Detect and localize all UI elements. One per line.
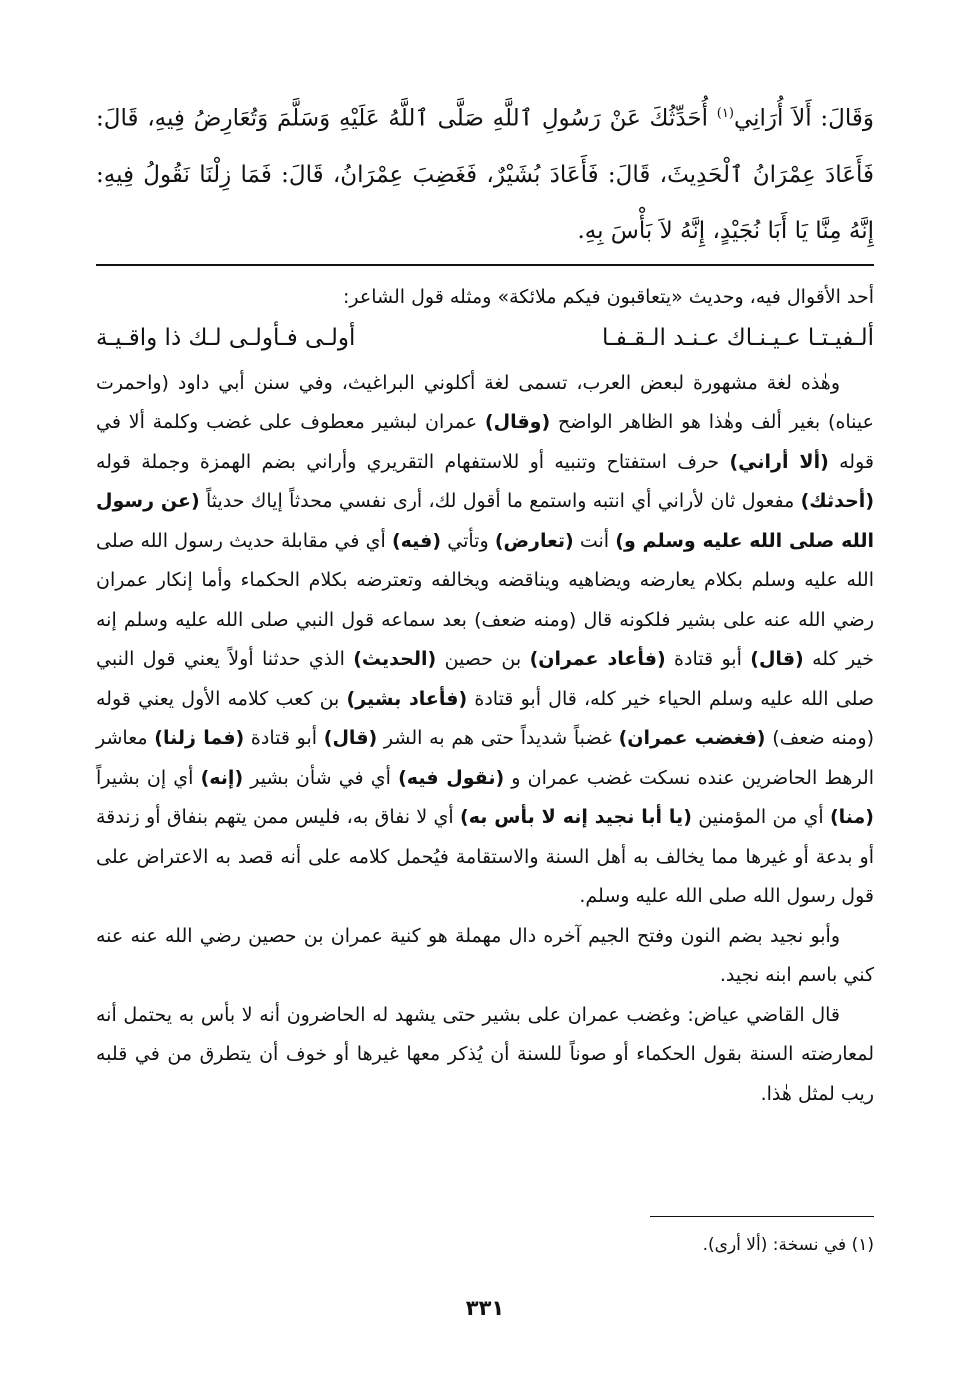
quoted-term: (تعارض) xyxy=(494,529,574,552)
commentary-intro: أحد الأقوال فيه، وحديث «يتعاقبون فيكم ملائكة» ومثله قول الشاعر: xyxy=(343,286,874,308)
text-run: الذي حدثنا أولاً يعني قول النبي صلى الله عليه وسلم الحياء خير كله، قال أبو قتادة xyxy=(96,648,874,710)
poem-hemistich-first: ألـفيـتـا عـيـنـاك عـنـد الـقـفـا xyxy=(602,324,874,351)
quoted-term: (فغضب عمران) xyxy=(618,727,766,749)
quoted-term: (نقول فيه) xyxy=(398,766,505,789)
text-run: وهٰذه لغة مشهورة لبعض العرب، تسمى لغة أكلوني البراغيث، وفي سنن أبي داود (واحمرت عيناه) بغير ألف وهٰذا هو الظاهر الواضح xyxy=(96,371,874,433)
quoted-term: (الحديث) xyxy=(353,648,437,670)
book-page xyxy=(96,86,875,1320)
text-run: أبو قتادة xyxy=(665,648,751,670)
text-run: مفعول ثان لأراني أي انتبه واستمع ما أقول لك، أرى نفسي محدثاً إياك حديثاً xyxy=(199,490,801,512)
text-run: وتأتي xyxy=(441,529,495,552)
quoted-term: (وقال) xyxy=(484,411,551,433)
text-run: بن حصين xyxy=(436,648,530,670)
text-run: أي في مقابلة حديث رسول الله صلى الله عليه وسلم بكلام يعارضه ويضاهيه ويناقضه ويخالفه وتعترضه بكلام الحكماء وأما إنكار عمران رضي الله عنه على بشير فلكونه قال (ومنه ضعف) بعد سماعه قول النبي صلى الله عليه وسلم إنه خير كله xyxy=(96,529,874,670)
text-run: بن كعب كلامه الأول يعني قوله (ومنه ضعف) xyxy=(96,687,875,749)
quoted-term: (قال) xyxy=(750,648,804,670)
quoted-term: (قال) xyxy=(323,727,378,749)
quoted-term: (ألا أراني) xyxy=(729,450,829,473)
hadith-opening: وَقَالَ: أَلاَ أُرَانِي xyxy=(733,105,874,132)
hadith-body: أُحَدِّثُكَ عَنْ رَسُولِ ٱللَّهِ صَلَّى ٱللَّهُ عَلَيْهِ وَسَلَّمَ وَتُعَارِضُ فِيهِ، قَالَ: فَأَعَادَ عِمْرَانُ ٱلْحَدِيثَ، قَالَ: فَأَعَادَ بُشَيْرٌ، فَغَضِبَ عِمْرَانُ، قَالَ: فَمَا زِلْنَا نَقُولُ فِيهِ: إِنَّهُ مِنَّا يَا أَبَا نُجَيْدٍ، إِنَّهُ لاَ بَأْسَ بِهِ. xyxy=(96,105,874,244)
footnote: (١) في نسخة: (ألا أرى). xyxy=(702,1235,874,1255)
quoted-term: (فأعاد عمران) xyxy=(529,648,666,670)
poem-hemistich-second: أولـى فـأولـى لـك ذا واقـيـة xyxy=(96,324,356,351)
quoted-term: (فأعاد بشير) xyxy=(346,687,468,710)
quoted-term: (إنه) xyxy=(200,766,244,789)
text-run: أنت xyxy=(573,529,616,552)
page-number: ٣٣١ xyxy=(465,1296,505,1320)
text-run: أي من المؤمنين xyxy=(691,806,830,828)
commentary xyxy=(96,278,874,1114)
text-run: أي إن بشيراً xyxy=(96,766,201,789)
text-run: حرف استفتاح وتنبيه أو للاستفهام التقريري وأراني بضم الهمزة وجملة قوله xyxy=(96,450,730,473)
text-run: عمران لبشير معطوف على غضب وكلمة ألا في قوله xyxy=(96,411,874,473)
footnote-marker: (١) xyxy=(716,106,734,121)
quoted-term: (منا) xyxy=(829,806,874,828)
text-run: أي لا نفاق به، فليس ممن يتهم بنفاق أو زندقة أو بدعة أو غيرها مما يخالف به أهل السنة والاستقامة فيُحمل كلامه على أنه قصد به الاعتراض على قول رسول الله صلى الله عليه وسلم. xyxy=(96,806,874,907)
quoted-term: (فما زلنا) xyxy=(154,727,245,749)
text-run: أبو قتادة xyxy=(244,727,324,749)
text-run: غضباً شديداً حتى هم به الشر xyxy=(377,727,619,749)
text-run: معاشر الرهط الحاضرين عنده نسكت غضب عمران و xyxy=(96,727,874,789)
text-run: أي في شأن بشير xyxy=(243,766,399,789)
footnote-divider xyxy=(650,1216,874,1217)
quoted-term: (فيه) xyxy=(391,529,442,552)
quoted-term: (أحدثك) xyxy=(800,490,874,512)
quoted-term: (عن رسول الله صلى الله عليه وسلم و) xyxy=(96,490,874,552)
hadith-text xyxy=(96,86,874,259)
quoted-term: (يا أبا نجيد إنه لا بأس به) xyxy=(460,806,692,828)
commentary-paragraph-2: وأبو نجيد بضم النون وفتح الجيم آخره دال مهملة هو كنية عمران بن حصين رضي الله عنه عنه كني باسم ابنه نجيد. xyxy=(96,924,874,986)
commentary-paragraph-3: قال القاضي عياض: وغضب عمران على بشير حتى يشهد له الحاضرون أنه لا بأس به يحتمل أنه لمعارضته السنة بقول الحكماء أو صوناً للسنة أن يُذكر معها غيرها أو خوف أن يتطرق من في قلبه ريب لمثل هٰذا. xyxy=(96,1003,874,1105)
main-divider xyxy=(96,264,874,266)
poem-verse xyxy=(96,318,874,358)
commentary-paragraph-1 xyxy=(96,364,874,917)
